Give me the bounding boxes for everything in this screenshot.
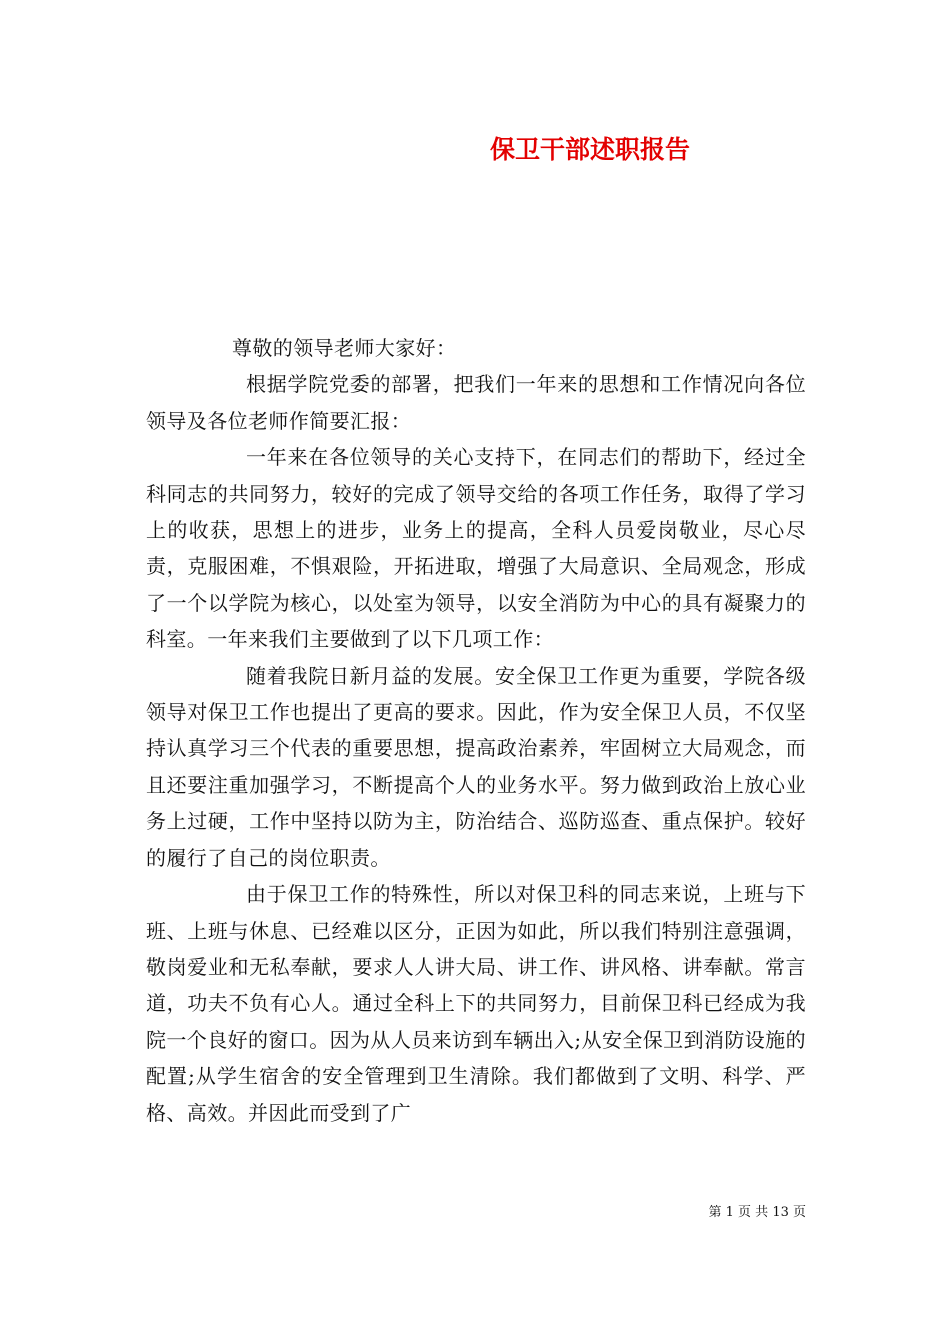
document-title: 保卫干部述职报告 [489,135,690,164]
paragraph-4: 由于保卫工作的特殊性，所以对保卫科的同志来说，上班与下班、上班与休息、已经难以区分，正因为如此，所以我们特别注意强调，敬岗爱业和无私奉献，要求人人讲大局、讲工作、讲风格、讲奉献。常言道，功夫不负有心人。通过全科上下的共同努力，目前保卫科已经成为我院一个良好的窗口。因为从人员来访到车辆出入;从安全保卫到消防设施的配置;从学生宿舍的安全管理到卫生清除。我们都做到了文明、科学、严格、高效。并因此而受到了广 [146,882,806,1125]
title-area [0,0,950,200]
paragraph-1: 根据学院党委的部署，把我们一年来的思想和工作情况向各位领导及各位老师作简要汇报： [146,372,806,433]
paragraph-3: 随着我院日新月益的发展。安全保卫工作更为重要，学院各级领导对保卫工作也提出了更高的要求。因此，作为安全保卫人员，不仅坚持认真学习三个代表的重要思想，提高政治素养，牢固树立大局观念，而且还要注重加强学习，不断提高个人的业务水平。努力做到政治上放心业务上过硬，工作中坚持以防为主，防治结合、巡防巡查、重点保护。较好的履行了自己的岗位职责。 [146,663,806,870]
greeting-line: 尊敬的领导老师大家好： [232,336,457,360]
paragraph-2: 一年来在各位领导的关心支持下，在同志们的帮助下，经过全科同志的共同努力，较好的完成了领导交给的各项工作任务，取得了学习上的收获，思想上的进步，业务上的提高，全科人员爱岗敬业，尽心尽责，克服困难，不惧艰险，开拓进取，增强了大局意识、全局观念，形成了一个以学院为核心，以处室为领导，以安全消防为中心的具有凝聚力的科室。一年来我们主要做到了以下几项工作： [146,445,806,652]
page-number-footer: 第 1 页 共 13 页 [708,1205,806,1220]
document-body [146,330,806,1131]
